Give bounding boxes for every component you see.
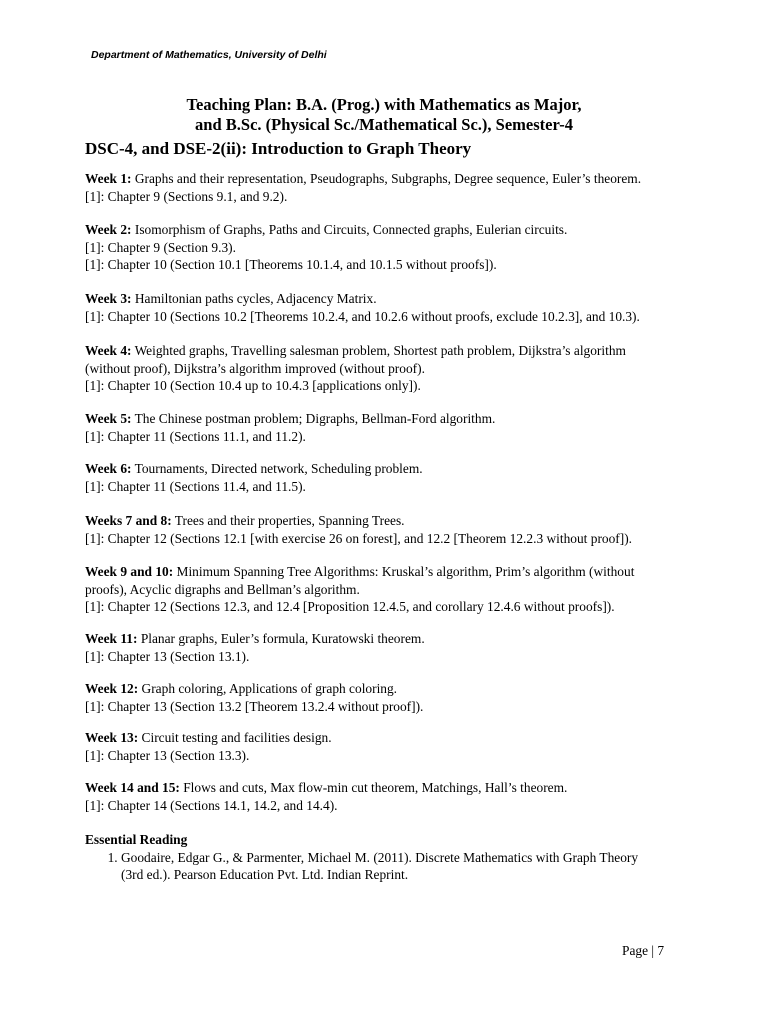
week-reference: [1]: Chapter 12 (Sections 12.3, and 12.4 [Proposition 12.4.5, and corollary 12.4.6 without proofs]). — [85, 599, 615, 614]
week-topic-continued: proofs), Acyclic digraphs and Bellman’s algorithm. — [85, 581, 360, 597]
week-label: Week 1: — [85, 171, 132, 186]
week-7-8-block — [85, 512, 690, 547]
week-reference: [1]: Chapter 13 (Section 13.2 [Theorem 13.2.4 without proof]). — [85, 698, 424, 714]
week-13-block — [85, 729, 690, 764]
week-reference: [1]: Chapter 10 (Sections 10.2 [Theorems 10.2.4, and 10.2.6 without proofs, exclude 10.2.3], and 10.3). — [85, 308, 640, 324]
page-title-line2: and B.Sc. (Physical Sc./Mathematical Sc.), Semester-4 — [195, 115, 573, 134]
week-reference: [1]: Chapter 14 (Sections 14.1, 14.2, and 14.4). — [85, 797, 338, 813]
week-topic: Minimum Spanning Tree Algorithms: Kruskal’s algorithm, Prim’s algorithm (without — [176, 564, 635, 579]
reading-item-line: 1. Goodaire, Edgar G., & Parmenter, Michael M. (2011). Discrete Mathematics with Graph Theory — [121, 849, 639, 865]
page-header: Department of Mathematics, University of Delhi — [91, 49, 327, 61]
week-topic: Trees and their properties, Spanning Trees. — [174, 513, 405, 528]
essential-reading-heading: Essential Reading — [85, 832, 188, 847]
reading-item — [121, 849, 690, 884]
week-topic: Graphs and their representation, Pseudographs, Subgraphs, Degree sequence, Euler’s theorem. — [134, 171, 642, 186]
week-12-block — [85, 680, 690, 715]
course-subtitle: DSC-4, and DSE-2(ii): Introduction to Graph Theory — [85, 139, 472, 158]
week-label: Week 9 and 10: — [85, 564, 174, 579]
week-topic: Isomorphism of Graphs, Paths and Circuits, Connected graphs, Eulerian circuits. — [134, 222, 568, 237]
week-topic: The Chinese postman problem; Digraphs, Bellman-Ford algorithm. — [134, 411, 496, 426]
week-topic: Graph coloring, Applications of graph coloring. — [141, 681, 398, 696]
week-label: Week 2: — [85, 222, 132, 237]
week-3-block — [85, 290, 690, 325]
week-topic: Circuit testing and facilities design. — [141, 730, 332, 745]
week-label: Week 13: — [85, 730, 139, 745]
week-reference: [1]: Chapter 10 (Section 10.1 [Theorems 10.1.4, and 10.1.5 without proofs]). — [85, 257, 497, 272]
page-number: Page | 7 — [622, 943, 665, 958]
week-label: Week 3: — [85, 291, 132, 306]
week-topic: Weighted graphs, Travelling salesman problem, Shortest path problem, Dijkstra’s algorithm — [134, 343, 626, 358]
week-reference: [1]: Chapter 13 (Section 13.3). — [85, 747, 250, 763]
week-5-block — [85, 410, 690, 445]
week-label: Week 5: — [85, 411, 132, 426]
week-reference: [1]: Chapter 10 (Section 10.4 up to 10.4.3 [applications only]). — [85, 378, 421, 393]
week-reference: [1]: Chapter 13 (Section 13.1). — [85, 648, 250, 664]
week-reference: [1]: Chapter 11 (Sections 11.4, and 11.5). — [85, 478, 306, 494]
week-reference: [1]: Chapter 12 (Sections 12.1 [with exercise 26 on forest], and 12.2 [Theorem 12.2.3 without proof]). — [85, 530, 633, 546]
week-reference: [1]: Chapter 9 (Sections 9.1, and 9.2). — [85, 188, 288, 204]
week-9-10-block — [85, 563, 690, 616]
week-label: Week 6: — [85, 461, 132, 476]
reading-list — [85, 849, 690, 884]
essential-reading-section — [85, 831, 690, 884]
week-label: Weeks 7 and 8: — [85, 513, 172, 528]
week-2-block — [85, 221, 690, 274]
week-11-block — [85, 630, 690, 665]
week-label: Week 11: — [85, 631, 138, 646]
page-title-line1: Teaching Plan: B.A. (Prog.) with Mathematics as Major, — [186, 95, 582, 114]
week-topic: Planar graphs, Euler’s formula, Kuratowski theorem. — [140, 631, 425, 646]
week-topic: Hamiltonian paths cycles, Adjacency Matrix. — [134, 291, 377, 306]
week-topic-continued: (without proof), Dijkstra’s algorithm improved (without proof). — [85, 360, 425, 376]
week-6-block — [85, 460, 690, 495]
reading-item-line: (3rd ed.). Pearson Education Pvt. Ltd. Indian Reprint. — [121, 867, 409, 882]
week-1-block — [85, 170, 690, 205]
week-label: Week 14 and 15: — [85, 780, 180, 795]
week-topic: Tournaments, Directed network, Scheduling problem. — [134, 461, 423, 476]
week-label: Week 4: — [85, 343, 132, 358]
week-reference: [1]: Chapter 11 (Sections 11.1, and 11.2). — [85, 428, 306, 444]
week-14-15-block — [85, 779, 690, 814]
week-4-block — [85, 342, 690, 395]
week-topic: Flows and cuts, Max flow-min cut theorem, Matchings, Hall’s theorem. — [183, 780, 568, 795]
week-reference: [1]: Chapter 9 (Section 9.3). — [85, 239, 236, 255]
week-label: Week 12: — [85, 681, 139, 696]
